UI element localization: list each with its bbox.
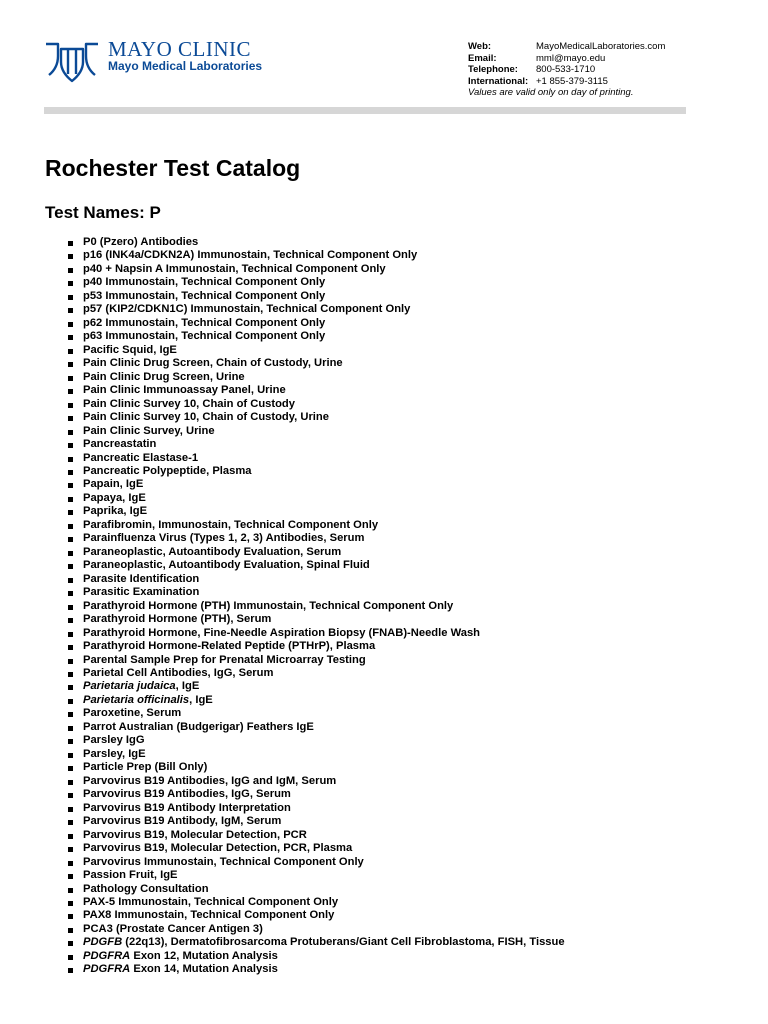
test-list-item[interactable] [66, 707, 726, 720]
test-name: Pain Clinic Survey 10, Chain of Custody, Urine [83, 411, 329, 424]
telephone-label: Telephone: [468, 64, 518, 76]
bullet-icon [68, 416, 73, 421]
test-name: p63 Immunostain, Technical Component Only [83, 330, 326, 343]
bullet-icon [68, 470, 73, 475]
test-list-item[interactable] [66, 963, 726, 976]
test-name: Pain Clinic Drug Screen, Urine [83, 370, 245, 383]
test-list-item[interactable] [66, 384, 726, 397]
test-name: PAX8 Immunostain, Technical Component Only [83, 909, 335, 922]
test-list-item[interactable] [66, 654, 726, 667]
test-list-item[interactable] [66, 842, 726, 855]
bullet-icon [68, 591, 73, 596]
bullet-icon [68, 645, 73, 650]
test-name: Pain Clinic Survey, Urine [83, 424, 215, 437]
test-list-item[interactable] [66, 546, 726, 559]
test-list-item[interactable] [66, 452, 726, 465]
test-list-item[interactable] [66, 303, 726, 316]
page-title: Rochester Test Catalog [45, 155, 301, 181]
test-list-item[interactable] [66, 680, 726, 693]
test-name: Parathyroid Hormone (PTH) Immunostain, Technical Component Only [83, 599, 454, 612]
test-name: p40 + Napsin A Immunostain, Technical Component Only [83, 262, 386, 275]
test-list-item[interactable] [66, 802, 726, 815]
test-list-item[interactable] [66, 936, 726, 949]
bullet-icon [68, 457, 73, 462]
test-list-item[interactable] [66, 317, 726, 330]
test-list-item[interactable] [66, 398, 726, 411]
bullet-icon [68, 335, 73, 340]
bullet-icon [68, 766, 73, 771]
test-name: Papaya, IgE [83, 491, 146, 504]
test-list-item[interactable] [66, 600, 726, 613]
test-name: Paraneoplastic, Autoantibody Evaluation, Spinal Fluid [83, 559, 370, 572]
test-list-item[interactable] [66, 249, 726, 262]
test-list-item[interactable] [66, 357, 726, 370]
test-name: Parvovirus Immunostain, Technical Component Only [83, 855, 364, 868]
bullet-icon [68, 389, 73, 394]
test-list-item[interactable] [66, 478, 726, 491]
bullet-icon [68, 955, 73, 960]
test-list-item[interactable] [66, 909, 726, 922]
test-name: Passion Fruit, IgE [83, 869, 178, 882]
bullet-icon [68, 874, 73, 879]
page-header [0, 0, 768, 120]
bullet-icon [68, 672, 73, 677]
test-name: Parvovirus B19, Molecular Detection, PCR, Plasma [83, 842, 353, 855]
telephone-value: 800-533-1710 [536, 64, 596, 76]
test-name-italic: PDGFRA [83, 949, 131, 962]
mayo-shields-logo-icon [44, 40, 100, 84]
test-list-item[interactable] [66, 263, 726, 276]
bullet-icon [68, 241, 73, 246]
bullet-icon [68, 618, 73, 623]
test-name: Pain Clinic Drug Screen, Chain of Custody, Urine [83, 357, 343, 370]
test-name: (22q13), Dermatofibrosarcoma Protuberans/Giant Cell Fibroblastoma, FISH, Tissue [122, 936, 565, 949]
test-name-italic: PDGFRA [83, 963, 131, 976]
bullet-icon [68, 483, 73, 488]
test-name-italic: Parietaria judaica [83, 680, 176, 693]
test-name: Pancreatic Elastase-1 [83, 451, 199, 464]
test-name: Particle Prep (Bill Only) [83, 761, 208, 774]
bullet-icon [68, 726, 73, 731]
test-name: P0 (Pzero) Antibodies [83, 236, 199, 248]
test-name: Parasitic Examination [83, 586, 200, 599]
test-name: Parsley, IgE [83, 747, 146, 760]
validity-note: Values are valid only on day of printing. [468, 87, 634, 99]
header-divider [44, 107, 686, 114]
test-list-item[interactable] [66, 465, 726, 478]
test-list-item[interactable] [66, 425, 726, 438]
bullet-icon [68, 443, 73, 448]
test-name: Pain Clinic Survey 10, Chain of Custody [83, 397, 295, 410]
test-name-italic: PDGFB [83, 936, 123, 949]
bullet-icon [68, 753, 73, 758]
test-name: , IgE [175, 680, 200, 693]
bullet-icon [68, 739, 73, 744]
test-name: Pacific Squid, IgE [83, 343, 177, 356]
bullet-icon [68, 632, 73, 637]
web-link[interactable]: MayoMedicalLaboratories.com [536, 41, 666, 52]
bullet-icon [68, 699, 73, 704]
test-name: PCA3 (Prostate Cancer Antigen 3) [83, 922, 263, 935]
bullet-icon [68, 861, 73, 866]
test-name: Parafibromin, Immunostain, Technical Component Only [83, 518, 379, 531]
bullet-icon [68, 941, 73, 946]
test-list-item[interactable] [66, 815, 726, 828]
test-list-item[interactable] [66, 411, 726, 424]
bullet-icon [68, 834, 73, 839]
section-title: Test Names: P [45, 203, 161, 222]
test-name: p57 (KIP2/CDKN1C) Immunostain, Technical Component Only [83, 303, 411, 316]
bullet-icon [68, 685, 73, 690]
test-list-item[interactable] [66, 492, 726, 505]
test-list-item[interactable] [66, 869, 726, 882]
test-list-item[interactable] [66, 788, 726, 801]
email-link[interactable]: mml@mayo.edu [536, 52, 606, 64]
test-name: PAX-5 Immunostain, Technical Component Only [83, 895, 339, 908]
bullet-icon [68, 281, 73, 286]
bullet-icon [68, 578, 73, 583]
test-list-item[interactable] [66, 829, 726, 842]
test-list-item[interactable] [66, 290, 726, 303]
test-name-italic: Parietaria officinalis [83, 693, 190, 706]
bullet-icon [68, 524, 73, 529]
bullet-icon [68, 847, 73, 852]
bullet-icon [68, 820, 73, 825]
test-list-item[interactable] [66, 883, 726, 896]
web-label: Web: [468, 41, 492, 52]
test-name: Parvovirus B19 Antibodies, IgG, Serum [83, 788, 291, 801]
test-name: Parietal Cell Antibodies, IgG, Serum [83, 667, 274, 679]
bullet-icon [68, 901, 73, 906]
test-name-list [66, 236, 726, 977]
test-list-item[interactable] [66, 856, 726, 869]
international-label: International: [468, 75, 529, 87]
bullet-icon [68, 295, 73, 300]
bullet-icon [68, 551, 73, 556]
test-name: Parsley IgG [83, 734, 145, 747]
test-name: p40 Immunostain, Technical Component Only [83, 276, 326, 289]
test-name: Exon 14, Mutation Analysis [130, 963, 278, 976]
bullet-icon [68, 605, 73, 610]
bullet-icon [68, 430, 73, 435]
test-name: Pain Clinic Immunoassay Panel, Urine [83, 384, 286, 397]
test-list-item[interactable] [66, 532, 726, 545]
test-name: Parvovirus B19 Antibody, IgM, Serum [83, 815, 282, 828]
bullet-icon [68, 659, 73, 664]
test-list-item[interactable] [66, 505, 726, 518]
bullet-icon [68, 349, 73, 354]
bullet-icon [68, 510, 73, 515]
test-list-item[interactable] [66, 734, 726, 747]
bullet-icon [68, 254, 73, 259]
test-list-item[interactable] [66, 721, 726, 734]
bullet-icon [68, 807, 73, 812]
bullet-icon [68, 362, 73, 367]
contact-info [468, 41, 665, 99]
test-list-item[interactable] [66, 573, 726, 586]
test-name: Paraneoplastic, Autoantibody Evaluation, Serum [83, 545, 342, 558]
bullet-icon [68, 322, 73, 327]
bullet-icon [68, 537, 73, 542]
test-list-item[interactable] [66, 748, 726, 761]
test-name: p16 (INK4a/CDKN2A) Immunostain, Technical Component Only [83, 249, 418, 262]
bullet-icon [68, 780, 73, 785]
test-name: p62 Immunostain, Technical Component Only [83, 316, 326, 329]
test-list-item[interactable] [66, 950, 726, 963]
bullet-icon [68, 793, 73, 798]
test-list-item[interactable] [66, 694, 726, 707]
test-name: Parathyroid Hormone-Related Peptide (PTHrP), Plasma [83, 640, 376, 653]
bullet-icon [68, 268, 73, 273]
bullet-icon [68, 928, 73, 933]
bullet-icon [68, 968, 73, 973]
test-list-item[interactable] [66, 519, 726, 532]
test-name: Parental Sample Prep for Prenatal Microarray Testing [83, 653, 366, 666]
bullet-icon [68, 914, 73, 919]
test-list-item[interactable] [66, 923, 726, 936]
test-list-item[interactable] [66, 236, 726, 249]
test-name: Parvovirus B19 Antibodies, IgG and IgM, Serum [83, 774, 337, 787]
test-name: Pathology Consultation [83, 882, 209, 895]
brand-division: Mayo Medical Laboratories [108, 59, 263, 73]
test-name: Parathyroid Hormone, Fine-Needle Aspiration Biopsy (FNAB)-Needle Wash [83, 626, 481, 639]
test-name: Parathyroid Hormone (PTH), Serum [83, 613, 272, 626]
test-list-item[interactable] [66, 627, 726, 640]
test-name: Pancreatic Polypeptide, Plasma [83, 464, 252, 477]
test-list-item[interactable] [66, 344, 726, 357]
test-list-item[interactable] [66, 371, 726, 384]
test-list-item[interactable] [66, 559, 726, 572]
test-name: Paroxetine, Serum [83, 707, 182, 720]
test-list-item[interactable] [66, 586, 726, 599]
bullet-icon [68, 376, 73, 381]
test-name: Pancreastatin [83, 438, 157, 451]
bullet-icon [68, 888, 73, 893]
test-name: , IgE [189, 693, 213, 706]
test-name: Parainfluenza Virus (Types 1, 2, 3) Antibodies, Serum [83, 532, 365, 545]
test-name: Paprika, IgE [83, 505, 148, 518]
bullet-icon [68, 497, 73, 502]
test-list-item[interactable] [66, 276, 726, 289]
bullet-icon [68, 712, 73, 717]
test-list-item[interactable] [66, 438, 726, 451]
test-name: Parvovirus B19, Molecular Detection, PCR [83, 828, 307, 841]
test-name: Parrot Australian (Budgerigar) Feathers IgE [83, 720, 314, 733]
international-value: +1 855-379-3115 [536, 75, 608, 87]
test-list-item[interactable] [66, 640, 726, 653]
test-list-item[interactable] [66, 775, 726, 788]
test-list-item[interactable] [66, 896, 726, 909]
brand-name: MAYO CLINIC [108, 37, 251, 61]
test-list-item[interactable] [66, 761, 726, 774]
test-name: Papain, IgE [83, 478, 144, 491]
test-name: Parasite Identification [83, 572, 200, 585]
test-name: p53 Immunostain, Technical Component Only [83, 289, 326, 302]
test-list-item[interactable] [66, 667, 726, 680]
bullet-icon [68, 403, 73, 408]
email-label: Email: [468, 52, 497, 64]
bullet-icon [68, 308, 73, 313]
test-name: Parvovirus B19 Antibody Interpretation [83, 801, 291, 814]
test-name: Exon 12, Mutation Analysis [130, 949, 278, 962]
test-list-item[interactable] [66, 613, 726, 626]
test-list-item[interactable] [66, 330, 726, 343]
bullet-icon [68, 564, 73, 569]
